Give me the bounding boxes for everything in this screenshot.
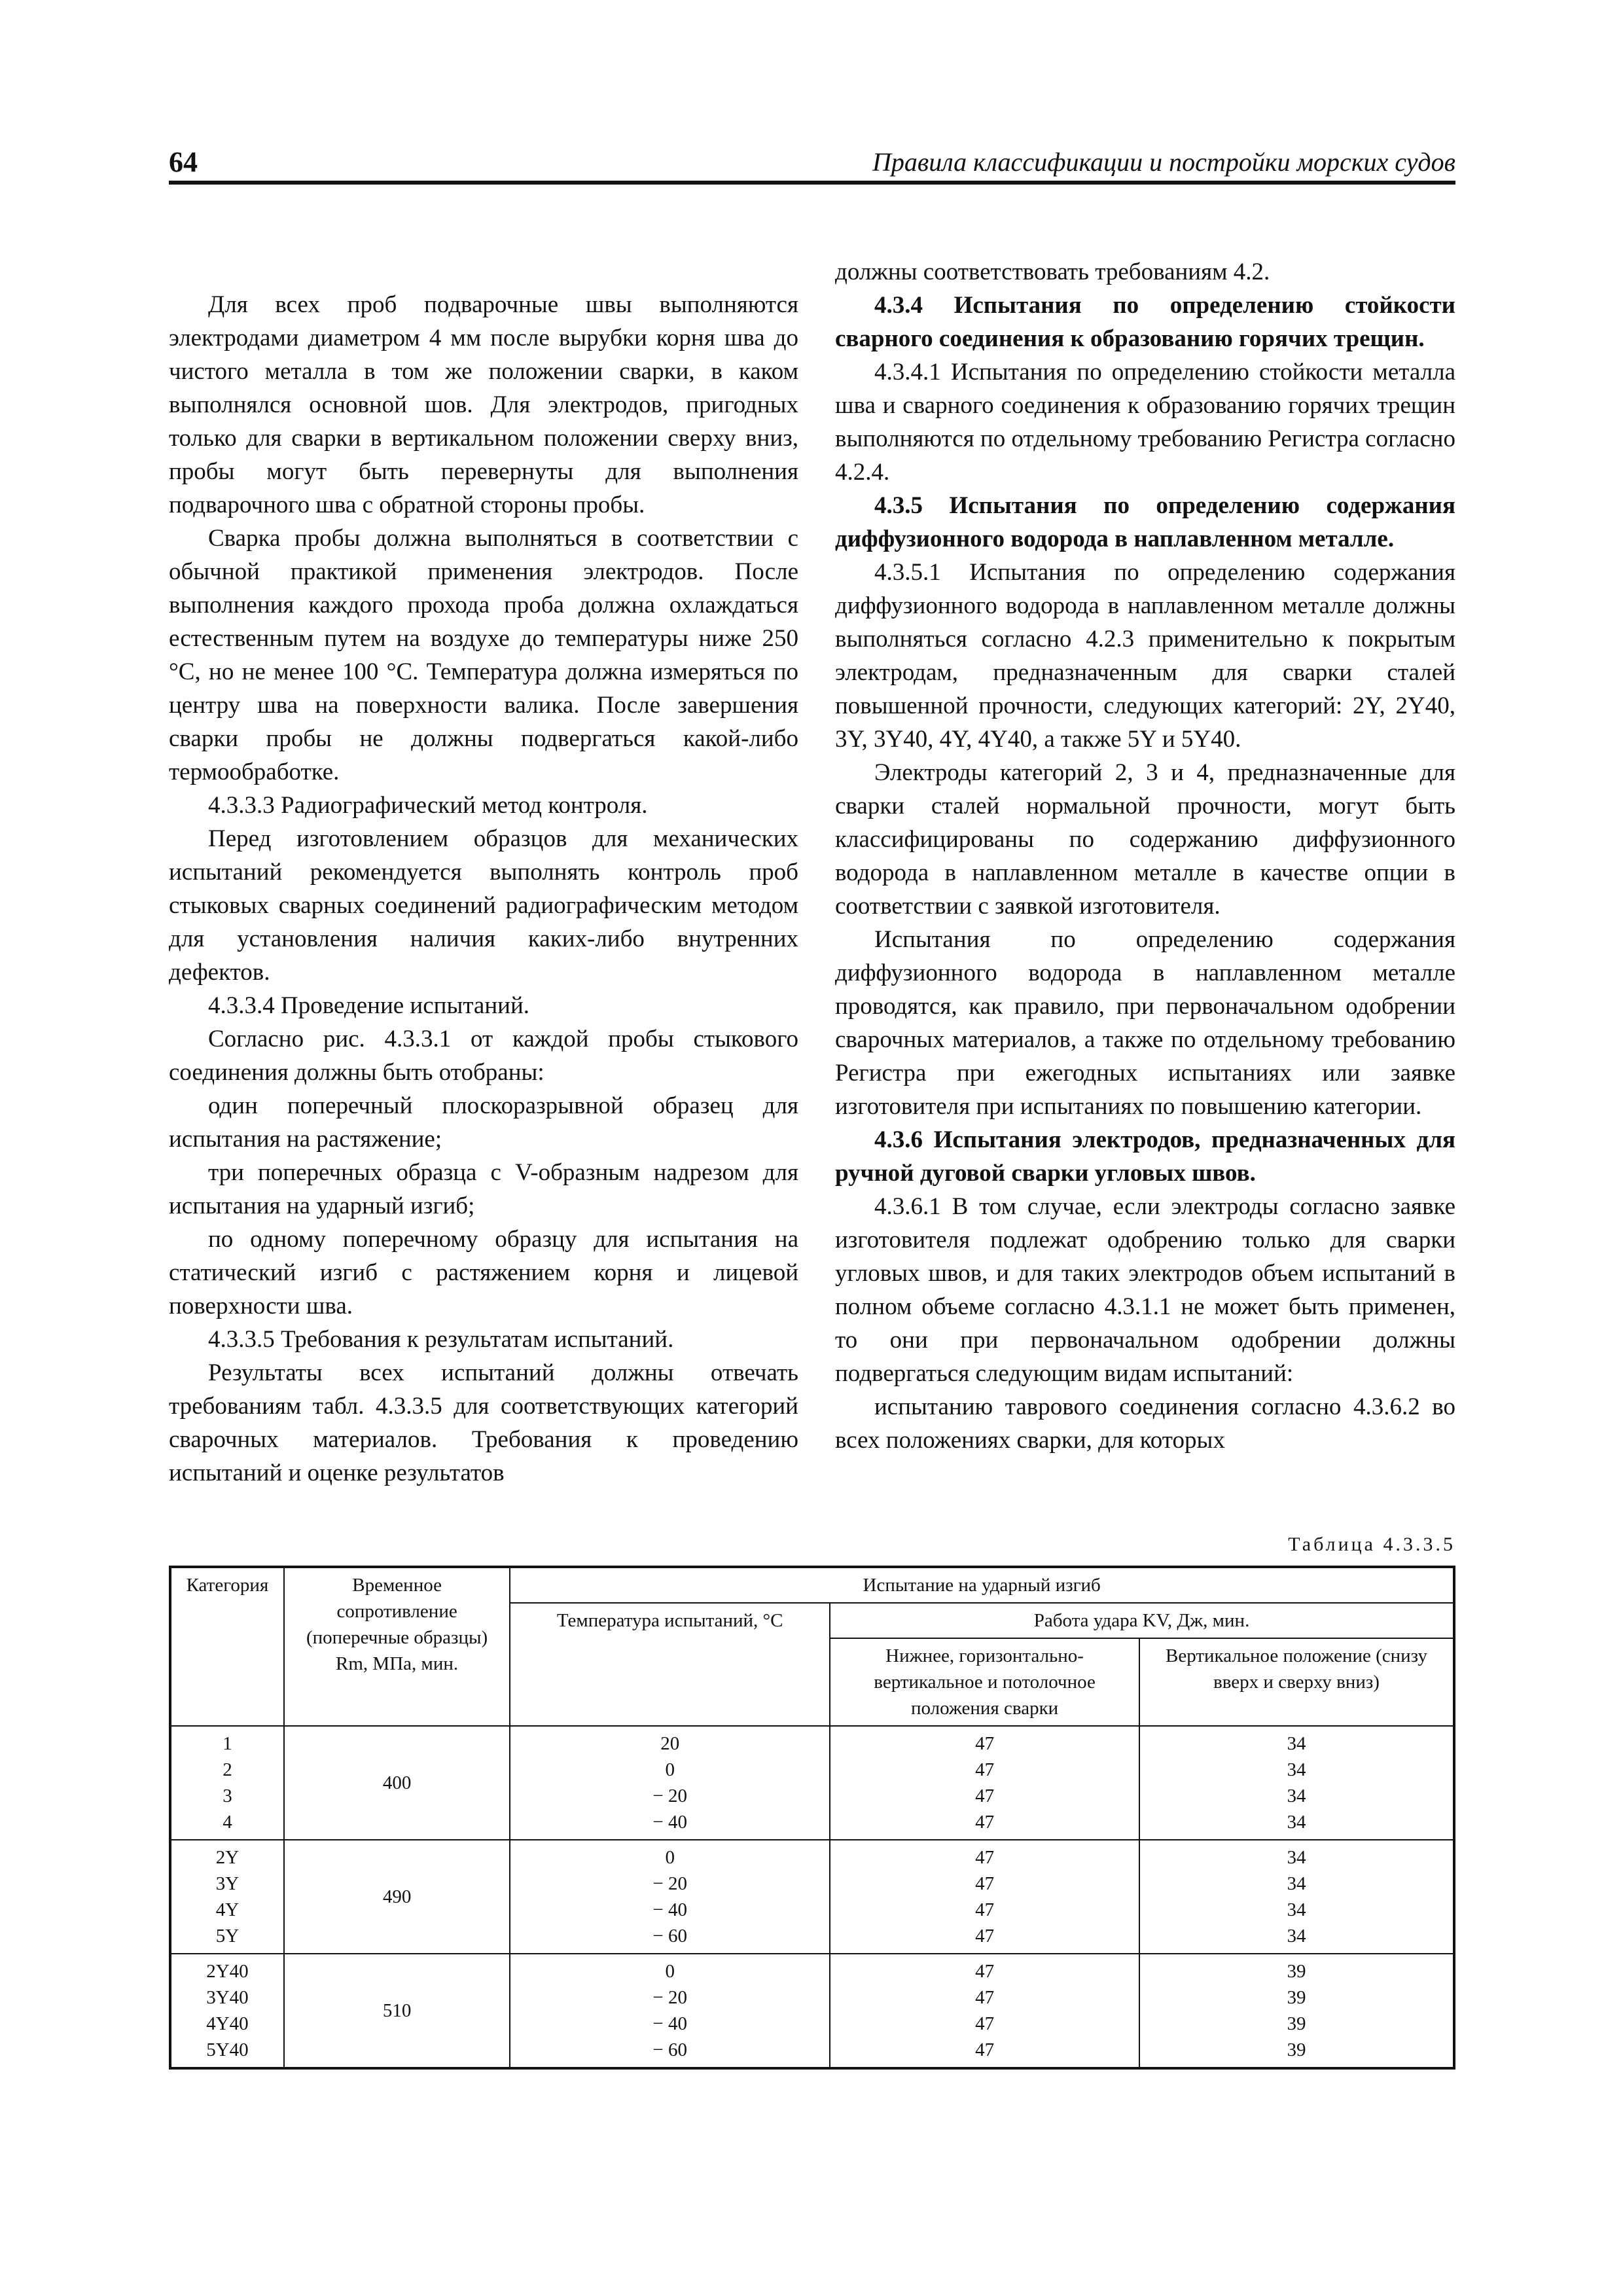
running-title: Правила классификации и постройки морских судов xyxy=(872,147,1455,177)
kv-vertical-cell-value: 34 xyxy=(1287,1759,1306,1780)
requirements-table xyxy=(169,1566,1455,2070)
header-impact: Испытание на ударный изгиб xyxy=(510,1567,1454,1603)
category-cell-value: 1 xyxy=(223,1733,232,1754)
category-cell-value: 2Y40 xyxy=(206,1961,249,1982)
category-cell xyxy=(170,1726,284,1840)
category-cell-value: 4Y xyxy=(215,1899,240,1920)
kv-vertical-cell-value: 39 xyxy=(1287,2039,1306,2060)
temperature-cell-value: − 20 xyxy=(652,1873,687,1894)
table-caption: Таблица 4.3.3.5 xyxy=(1288,1534,1455,1555)
kv-flat-cell-value: 47 xyxy=(975,1961,995,1982)
paragraph: Результаты всех испытаний должны отвечать требованиям табл. 4.3.3.5 для соответствующих категорий сварочных материалов. Требования к проведению испытаний и оценке результатов xyxy=(169,1359,798,1486)
paragraph: 4.3.5.1 Испытания по определению содержания диффузионного водорода в наплавленном металле должны выполняться согласно 4.2.3 применительно к покрытым электродам, предназначенным для сварки сталей повышенной прочности, следующих категорий: 2Y, 2Y40, 3Y, 3Y40, 4Y, 4Y40, а также 5Y и 5Y40. xyxy=(835,559,1455,753)
header-tensile-unit: Rm, МПа, мин. xyxy=(336,1653,459,1674)
right-column xyxy=(835,255,1455,1457)
temperature-cell-value: 0 xyxy=(665,1961,675,1982)
kv-flat-cell-value: 47 xyxy=(975,1759,995,1780)
header-tensile-label: Временное сопротивление (поперечные образцы) xyxy=(306,1575,488,1648)
temperature-cell-value: 20 xyxy=(660,1733,680,1754)
temperature-cell-value: − 40 xyxy=(652,1812,687,1833)
paragraph: 4.3.4.1 Испытания по определению стойкости металла шва и сварного соединения к образованию горячих трещин выполняются по отдельному требованию Регистра согласно 4.2.4. xyxy=(835,359,1455,486)
paragraph: 4.3.6.1 В том случае, если электроды согласно заявке изготовителя подлежат одобрению только для сварки угловых швов, и для таких электродов объем испытаний в полном объеме согласно 4.3.1.1 не может быть применен, то они при первоначальном одобрении должны подвергаться следующим видам испытаний: xyxy=(835,1193,1455,1387)
category-cell xyxy=(170,1954,284,2068)
kv-flat-cell-value: 47 xyxy=(975,1812,995,1833)
page-header xyxy=(169,145,1455,182)
kv-flat-cell-value: 47 xyxy=(975,1847,995,1868)
category-cell-value: 4Y40 xyxy=(206,2013,249,2034)
header-category: Категория xyxy=(170,1567,284,1726)
header-temperature: Температура испытаний, °С xyxy=(510,1603,830,1726)
kv-vertical-cell-value: 39 xyxy=(1287,2013,1306,2034)
list-item: три поперечных образца с V-образным надрезом для испытания на ударный изгиб; xyxy=(169,1159,798,1219)
category-cell-value: 3 xyxy=(223,1785,232,1806)
kv-flat-cell-value: 47 xyxy=(975,2013,995,2034)
kv-vertical-cell-value: 34 xyxy=(1287,1873,1306,1894)
kv-vertical-cell-value: 34 xyxy=(1287,1847,1306,1868)
kv-vertical-cell xyxy=(1139,1954,1454,2068)
category-cell-value: 5Y40 xyxy=(206,2039,249,2060)
header-tensile xyxy=(284,1567,510,1726)
temperature-cell-value: − 40 xyxy=(652,1899,687,1920)
temperature-cell xyxy=(510,1954,830,2068)
kv-vertical-cell xyxy=(1139,1840,1454,1954)
paragraph: Перед изготовлением образцов для механических испытаний рекомендуется выполнять контроль проб стыковых сварных соединений радиографическим методом для установления наличия каких-либо внутренних дефектов. xyxy=(169,825,798,986)
kv-flat-cell-value: 47 xyxy=(975,1926,995,1946)
temperature-cell-value: 0 xyxy=(665,1759,675,1780)
tensile-cell: 510 xyxy=(284,1954,510,2068)
section-heading: 4.3.3.4 Проведение испытаний. xyxy=(208,992,530,1019)
table-row xyxy=(170,1840,1454,1954)
temperature-cell-value: − 20 xyxy=(652,1987,687,2008)
kv-flat-cell-value: 47 xyxy=(975,1785,995,1806)
section-heading: 4.3.4 Испытания по определению стойкости сварного соединения к образованию горячих трещин. xyxy=(835,292,1455,352)
kv-flat-cell-value: 47 xyxy=(975,1899,995,1920)
temperature-cell xyxy=(510,1840,830,1954)
list-item: один поперечный плоскоразрывной образец для испытания на растяжение; xyxy=(169,1092,798,1153)
kv-vertical-cell-value: 34 xyxy=(1287,1785,1306,1806)
header-work: Работа удара KV, Дж, мин. xyxy=(830,1603,1454,1638)
header-rule xyxy=(169,181,1455,185)
header-position-flat: Нижнее, горизонтально-вертикальное и потолочное положения сварки xyxy=(830,1638,1139,1726)
temperature-cell-value: − 60 xyxy=(652,1926,687,1946)
paragraph: должны соответствовать требованиям 4.2. xyxy=(835,259,1270,285)
table-row xyxy=(170,1954,1454,2068)
paragraph: Согласно рис. 4.3.3.1 от каждой пробы стыкового соединения должны быть отобраны: xyxy=(169,1026,798,1086)
paragraph: Сварка пробы должна выполняться в соответствии с обычной практикой применения электродов. После выполнения каждого прохода проба должна охлаждаться естественным путем на воздухе до температуры ниже 250 °С, но не менее 100 °С. Температура должна измеряться по центру шва на поверхности валика. После завершения сварки пробы не должны подвергаться какой-либо термообработке. xyxy=(169,525,798,785)
category-cell-value: 3Y xyxy=(215,1873,240,1894)
kv-flat-cell-value: 47 xyxy=(975,1733,995,1754)
category-cell-value: 2 xyxy=(223,1759,232,1780)
category-cell-value: 2Y xyxy=(215,1847,240,1868)
tensile-cell: 400 xyxy=(284,1726,510,1840)
left-column xyxy=(169,288,798,1490)
kv-flat-cell xyxy=(830,1726,1139,1840)
section-heading: 4.3.6 Испытания электродов, предназначенных для ручной дуговой сварки угловых швов. xyxy=(835,1126,1455,1187)
category-cell xyxy=(170,1840,284,1954)
temperature-cell xyxy=(510,1726,830,1840)
kv-flat-cell-value: 47 xyxy=(975,1873,995,1894)
kv-vertical-cell-value: 34 xyxy=(1287,1812,1306,1833)
paragraph: Электроды категорий 2, 3 и 4, предназначенные для сварки сталей нормальной прочности, могут быть классифицированы по содержанию диффузионного водорода в наплавленном металле в качестве опции в соответствии с заявкой изготовителя. xyxy=(835,759,1455,920)
section-heading: 4.3.3.3 Радиографический метод контроля. xyxy=(208,792,648,819)
kv-flat-cell-value: 47 xyxy=(975,1987,995,2008)
section-heading: 4.3.5 Испытания по определению содержания диффузионного водорода в наплавленном металле. xyxy=(835,492,1455,552)
table-row xyxy=(170,1726,1454,1840)
paragraph: испытанию таврового соединения согласно 4.3.6.2 во всех положениях сварки, для которых xyxy=(835,1393,1455,1454)
kv-vertical-cell xyxy=(1139,1726,1454,1840)
temperature-cell-value: − 20 xyxy=(652,1785,687,1806)
category-cell-value: 5Y xyxy=(215,1926,240,1946)
kv-flat-cell-value: 47 xyxy=(975,2039,995,2060)
kv-vertical-cell-value: 34 xyxy=(1287,1733,1306,1754)
kv-vertical-cell-value: 39 xyxy=(1287,1987,1306,2008)
kv-flat-cell xyxy=(830,1840,1139,1954)
kv-vertical-cell-value: 34 xyxy=(1287,1926,1306,1946)
category-cell-value: 3Y40 xyxy=(206,1987,249,2008)
paragraph: Для всех проб подварочные швы выполняются электродами диаметром 4 мм после вырубки корня шва до чистого металла в том же положении сварки, в каком выполнялся основной шов. Для электродов, пригодных только для сварки в вертикальном положении сверху вниз, пробы могут быть перевернуты для выполнения подварочного шва с обратной стороны пробы. xyxy=(169,291,798,518)
kv-vertical-cell-value: 34 xyxy=(1287,1899,1306,1920)
category-cell-value: 4 xyxy=(223,1812,232,1833)
tensile-cell: 490 xyxy=(284,1840,510,1954)
temperature-cell-value: − 60 xyxy=(652,2039,687,2060)
paragraph: Испытания по определению содержания диффузионного водорода в наплавленном металле проводятся, как правило, при первоначальном одобрении сварочных материалов, а также по отдельному требованию Регистра при ежегодных испытаниях или заявке изготовителя при испытаниях по повышению категории. xyxy=(835,926,1455,1120)
temperature-cell-value: 0 xyxy=(665,1847,675,1868)
kv-flat-cell xyxy=(830,1954,1139,2068)
header-position-vertical: Вертикальное положение (снизу вверх и сверху вниз) xyxy=(1139,1638,1454,1726)
section-heading: 4.3.3.5 Требования к результатам испытаний. xyxy=(208,1326,674,1353)
kv-vertical-cell-value: 39 xyxy=(1287,1961,1306,1982)
temperature-cell-value: − 40 xyxy=(652,2013,687,2034)
list-item: по одному поперечному образцу для испытания на статический изгиб с растяжением корня и лицевой поверхности шва. xyxy=(169,1226,798,1319)
page-number: 64 xyxy=(169,146,198,178)
